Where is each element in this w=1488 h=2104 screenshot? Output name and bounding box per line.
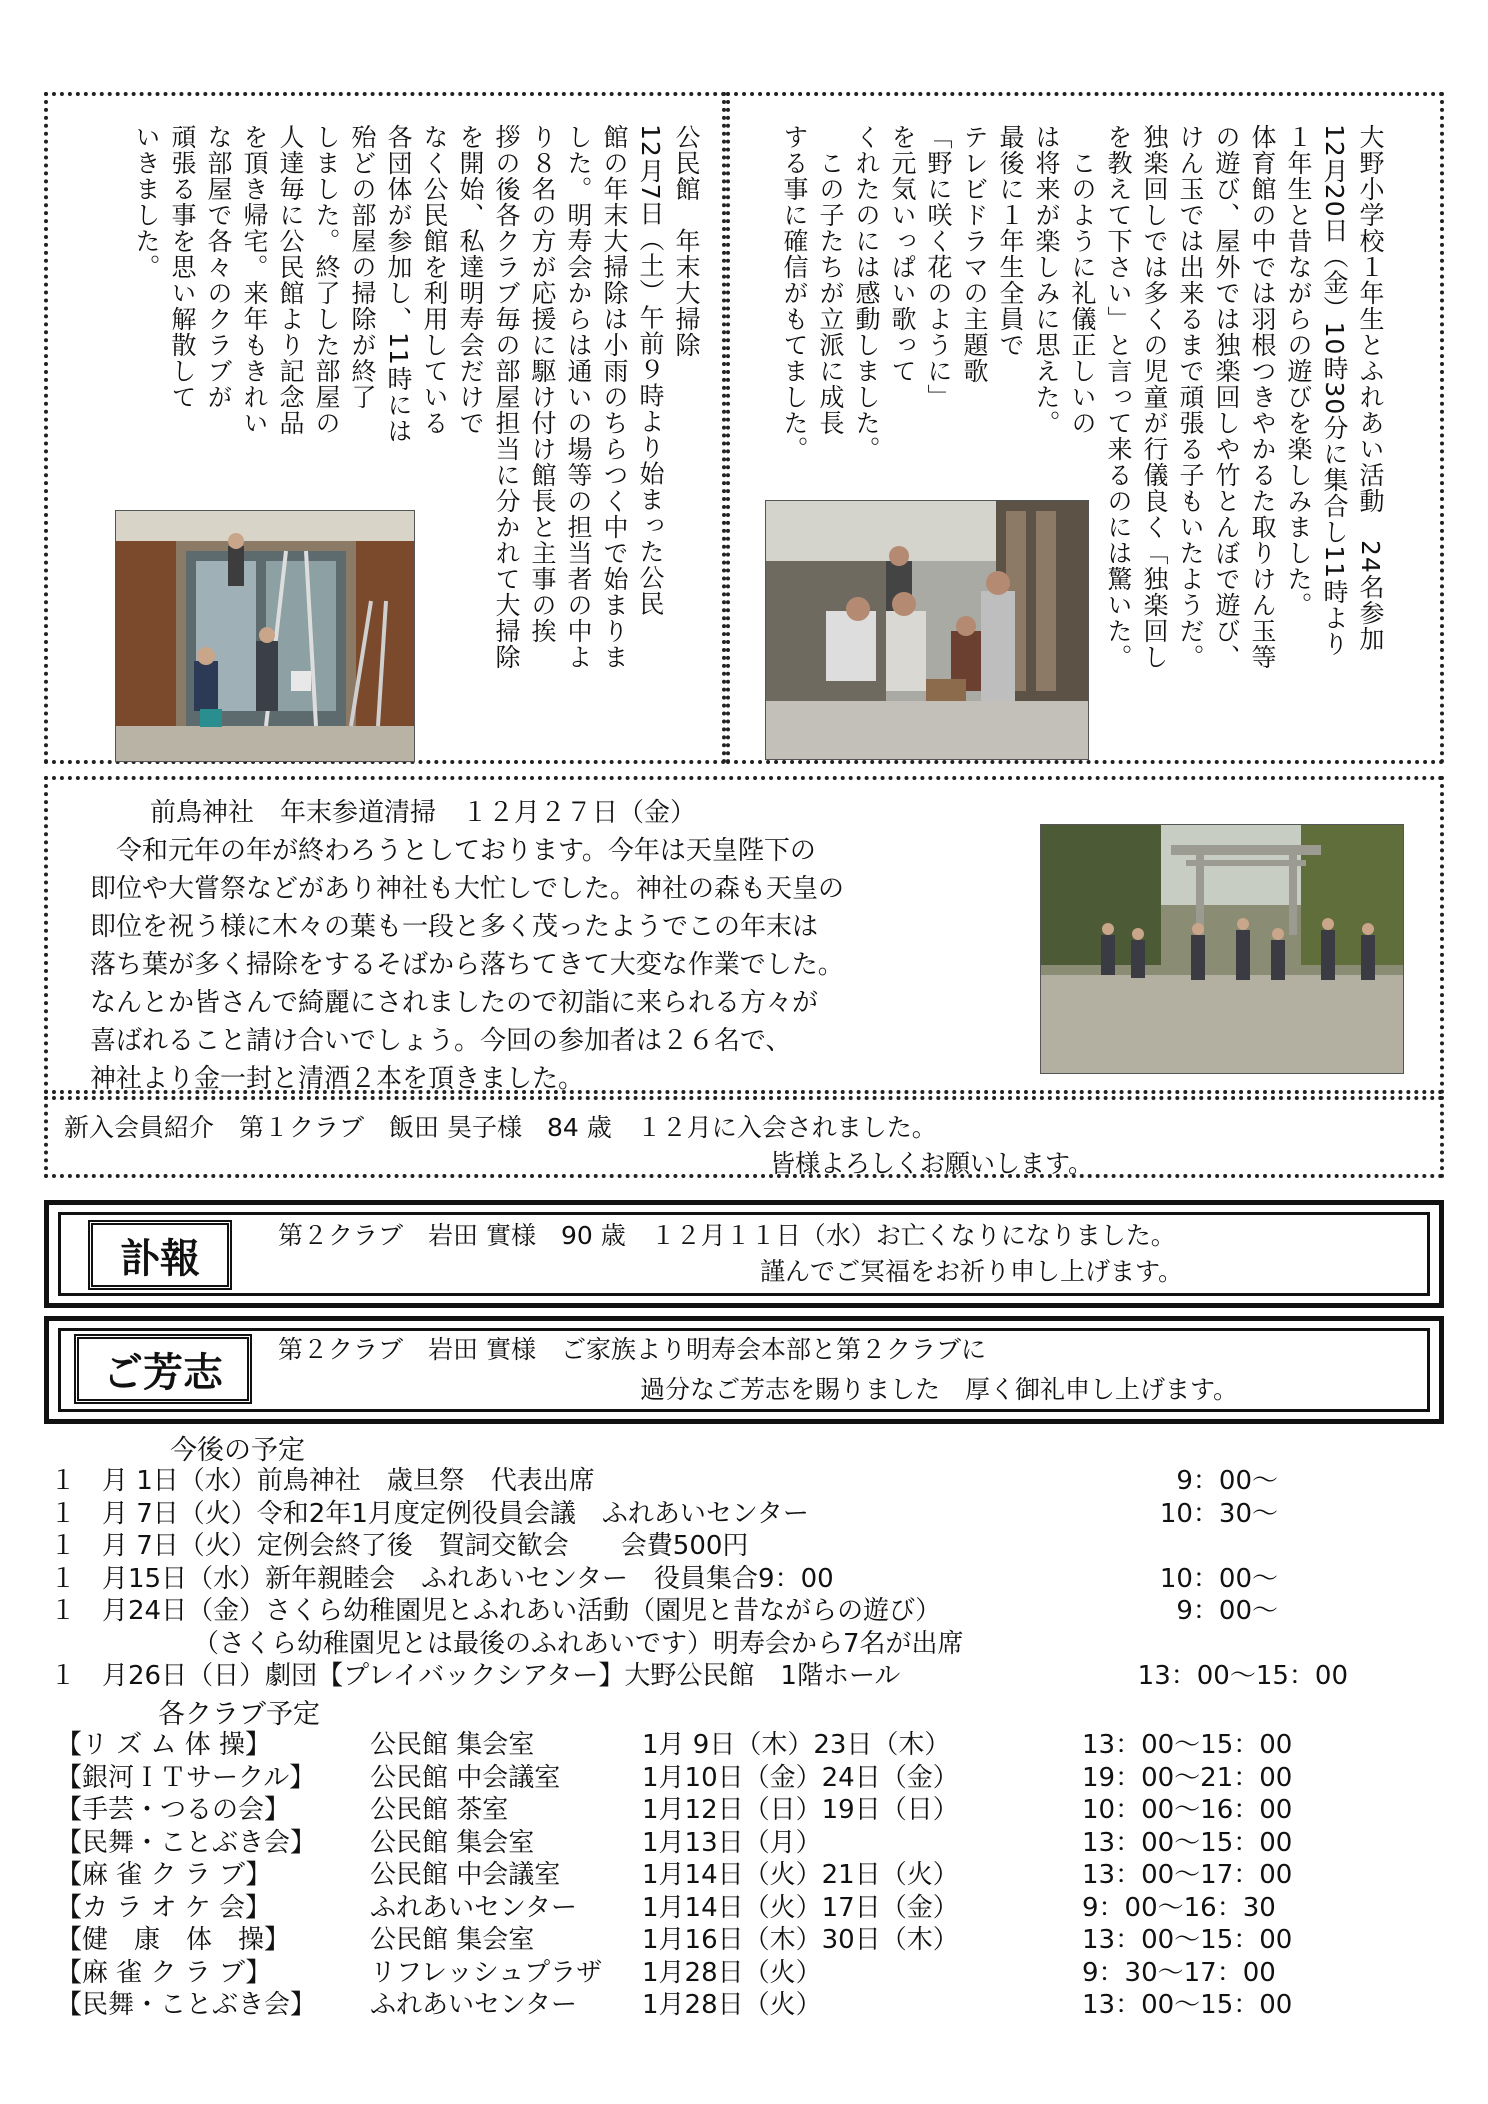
school-activity-photo bbox=[765, 500, 1089, 760]
club-name: 【麻 雀 ク ラ ブ】 bbox=[56, 1860, 272, 1890]
school-article-line: テレビドラマの主題歌 bbox=[960, 124, 989, 384]
schedule-item-time: 10：30～ bbox=[1159, 1498, 1278, 1529]
shrine-article-line: 神社より金一封と清酒２本を頂きました。 bbox=[90, 1064, 585, 1094]
school-article-line: けん玉では出来るまで頑張る子もいたようだ。 bbox=[1176, 124, 1205, 670]
club-name: 【麻 雀 ク ラ ブ】 bbox=[56, 1957, 272, 1988]
school-article-line: を教えて下さい」と言って来るのには驚いた。 bbox=[1104, 124, 1133, 670]
club-name: 【リ ズ ム 体 操】 bbox=[56, 1730, 272, 1760]
club-name: 【民舞・ことぶき会】 bbox=[56, 1827, 317, 1858]
hall-article-line: り８名の方が応援に駆け付け館長と主事の挨 bbox=[528, 124, 557, 644]
club-date: 1月12日（日）19日（日） bbox=[642, 1795, 959, 1825]
schedule-item-text: １ 月 7日（火）定例会終了後 賀詞交歓会 会費500円 bbox=[50, 1531, 749, 1561]
hall-cleaning-photo bbox=[115, 510, 415, 762]
schedule-item-text: （さくら幼稚園児とは最後のふれあいです）明寿会から7名が出席 bbox=[50, 1628, 964, 1659]
club-date: 1月28日（火） bbox=[642, 1990, 822, 2020]
school-article-line: 体育館の中では羽根つきやかるた取りけん玉等 bbox=[1248, 124, 1277, 670]
club-name: 【カ ラ オ ケ 会】 bbox=[56, 1892, 272, 1923]
school-article-line: このように礼儀正しいの bbox=[1068, 124, 1097, 436]
club-time: 9：00～16：30 bbox=[1082, 1892, 1276, 1923]
schedule-item-text: １ 月 7日（火）令和2年1月度定例役員会議 ふれあいセンター bbox=[50, 1498, 809, 1529]
hall-article-line: 各団体が参加し、11時には bbox=[384, 124, 413, 444]
shrine-article-line: 落ち葉が多く掃除をするそばから落ちてきて大変な作業でした。 bbox=[90, 950, 844, 980]
hall-article-line: 頑張る事を思い解散して bbox=[168, 124, 197, 410]
hall-article-line: 館の年末大掃除は小雨のちらつく中で始まりま bbox=[600, 124, 629, 670]
club-date: 1月13日（月） bbox=[642, 1827, 822, 1858]
school-article-line: 独楽回しでは多くの児童が行儀良く「独楽回し bbox=[1140, 124, 1169, 670]
shrine-cleaning-photo bbox=[1040, 824, 1404, 1074]
club-place: ふれあいセンター bbox=[370, 1892, 577, 1923]
club-date: 1月14日（火）17日（金） bbox=[642, 1892, 959, 1923]
club-date: 1月14日（火）21日（火） bbox=[642, 1860, 959, 1890]
donation-line1: 第２クラブ 岩田 實様 ご家族より明寿会本部と第２クラブに bbox=[278, 1335, 986, 1364]
hall-article-line: 公民館 年末大掃除 bbox=[672, 124, 701, 358]
hall-article-line: なく公民館を利用している bbox=[420, 124, 449, 436]
club-date: 1月28日（火） bbox=[642, 1957, 822, 1988]
club-name: 【健 康 体 操】 bbox=[56, 1925, 291, 1955]
obituary-line2: 謹んでご冥福をお祈り申し上げます。 bbox=[760, 1257, 1184, 1286]
shrine-article-line: 令和元年の年が終わろうとしております。今年は天皇陛下の bbox=[90, 836, 816, 866]
schedule-item-time: 10：00～ bbox=[1159, 1563, 1278, 1594]
club-time: 13：00～15：00 bbox=[1082, 1925, 1293, 1955]
club-time: 19：00～21：00 bbox=[1082, 1762, 1293, 1793]
shrine-article-line: なんとか皆さんで綺麗にされましたので初詣に来られる方々が bbox=[90, 988, 819, 1018]
hall-article-line: した。明寿会からは通いの場等の担当者の中よ bbox=[564, 124, 593, 670]
school-article-line: くれたのには感動しました。 bbox=[852, 124, 881, 462]
obituary-label: 訃報 bbox=[88, 1220, 232, 1290]
shrine-article-line: 即位を祝う様に木々の葉も一段と多く茂ったようでこの年末は bbox=[90, 912, 819, 942]
schedule-item-time: 9：00～ bbox=[1176, 1596, 1278, 1626]
club-date: 1月16日（木）30日（木） bbox=[642, 1925, 959, 1955]
hall-article-line: 拶の後各クラブ毎の部屋担当に分かれて大掃除 bbox=[492, 124, 521, 670]
club-date: 1月 9日（木）23日（木） bbox=[642, 1730, 951, 1760]
new-member-line1: 新入会員紹介 第１クラブ 飯田 昊子様 84 歳 １２月に入会されました。 bbox=[64, 1113, 937, 1142]
donation-label: ご芳志 bbox=[74, 1334, 252, 1404]
club-time: 13：00～15：00 bbox=[1082, 1990, 1293, 2020]
club-time: 13：00～17：00 bbox=[1082, 1860, 1293, 1890]
hall-article-line: を開始、私達明寿会だけで bbox=[456, 124, 485, 436]
club-name: 【手芸・つるの会】 bbox=[56, 1795, 291, 1825]
donation-line2: 過分なご芳志を賜りました 厚く御礼申し上げます。 bbox=[640, 1375, 1239, 1404]
club-time: 13：00～15：00 bbox=[1082, 1730, 1293, 1760]
school-article-line: は将来が楽しみに思えた。 bbox=[1032, 124, 1061, 436]
club-time: 10：00～16：00 bbox=[1082, 1795, 1293, 1825]
school-article-line: 12月20日（金）10時30分に集合し11時より bbox=[1320, 124, 1349, 658]
club-place: 公民館 茶室 bbox=[370, 1795, 509, 1825]
club-place: ふれあいセンター bbox=[370, 1990, 577, 2020]
club-place: 公民館 中会議室 bbox=[370, 1860, 561, 1890]
obituary-line1: 第２クラブ 岩田 實様 90 歳 １２月１１日（水）お亡くなりになりました。 bbox=[278, 1221, 1176, 1250]
schedule-item-text: １ 月26日（日）劇団【プレイバックシアター】大野公民館 1階ホール bbox=[50, 1661, 901, 1691]
schedule-item-time: 13：00～15：00 bbox=[1137, 1661, 1348, 1691]
hall-article-line: 12月7日（土）午前９時より始まった公民 bbox=[636, 124, 665, 617]
schedule-item-text: １ 月 1日（水）前鳥神社 歳旦祭 代表出席 bbox=[50, 1466, 595, 1496]
school-article-line: 大野小学校１年生とふれあい活動 24名参加 bbox=[1356, 124, 1385, 652]
shrine-article-text bbox=[90, 832, 844, 1098]
schedule-title: 今後の予定 bbox=[170, 1435, 305, 1466]
school-article-line: する事に確信がもてました。 bbox=[780, 124, 809, 462]
school-article-line: １年生と昔ながらの遊びを楽しみました。 bbox=[1284, 124, 1313, 618]
club-name: 【銀河ＩＴサークル】 bbox=[56, 1762, 316, 1793]
new-member-line2: 皆様よろしくお願いします。 bbox=[770, 1149, 1094, 1178]
hall-article-line: いきました。 bbox=[132, 124, 161, 280]
hall-article-line: な部屋で各々のクラブが bbox=[204, 124, 233, 410]
shrine-article-title: 前鳥神社 年末参道清掃 １２月２７日（金） bbox=[150, 798, 697, 828]
schedule-item-time: 9：00～ bbox=[1176, 1466, 1278, 1496]
shrine-article-line: 即位や大嘗祭などがあり神社も大忙しでした。神社の森も天皇の bbox=[90, 874, 845, 904]
clubs-title: 各クラブ予定 bbox=[158, 1699, 320, 1730]
club-time: 13：00～15：00 bbox=[1082, 1827, 1293, 1858]
club-time: 9：30～17：00 bbox=[1082, 1957, 1276, 1988]
schedule-item-text: １ 月15日（水）新年親睦会 ふれあいセンター 役員集合9：00 bbox=[50, 1563, 834, 1594]
club-place: リフレッシュプラザ bbox=[370, 1957, 603, 1988]
school-article-line: を元気いっぱい歌って bbox=[888, 124, 917, 384]
club-name: 【民舞・ことぶき会】 bbox=[56, 1990, 317, 2020]
hall-article-line: しました。終了した部屋の bbox=[312, 124, 341, 436]
schedule-item-text: １ 月24日（金）さくら幼稚園児とふれあい活動（園児と昔ながらの遊び） bbox=[50, 1596, 942, 1626]
hall-article-line: を頂き帰宅。来年もきれい bbox=[240, 124, 269, 436]
club-place: 公民館 集会室 bbox=[370, 1827, 535, 1858]
club-date: 1月10日（金）24日（金） bbox=[642, 1762, 959, 1793]
club-place: 公民館 集会室 bbox=[370, 1925, 535, 1955]
shrine-article-line: 喜ばれること請け合いでしょう。今回の参加者は２６名で、 bbox=[90, 1026, 792, 1056]
school-article-line: 最後に１年生全員で bbox=[996, 124, 1025, 358]
hall-article-line: 人達毎に公民館より記念品 bbox=[276, 124, 305, 436]
school-article-line: この子たちが立派に成長 bbox=[816, 124, 845, 436]
school-article-line: 「野に咲く花のように」 bbox=[924, 124, 953, 410]
school-article-line: の遊び、屋外では独楽回しや竹とんぼで遊び、 bbox=[1212, 124, 1241, 670]
club-place: 公民館 集会室 bbox=[370, 1730, 535, 1760]
club-place: 公民館 中会議室 bbox=[370, 1762, 561, 1793]
hall-article-line: 殆どの部屋の掃除が終了 bbox=[348, 124, 377, 410]
